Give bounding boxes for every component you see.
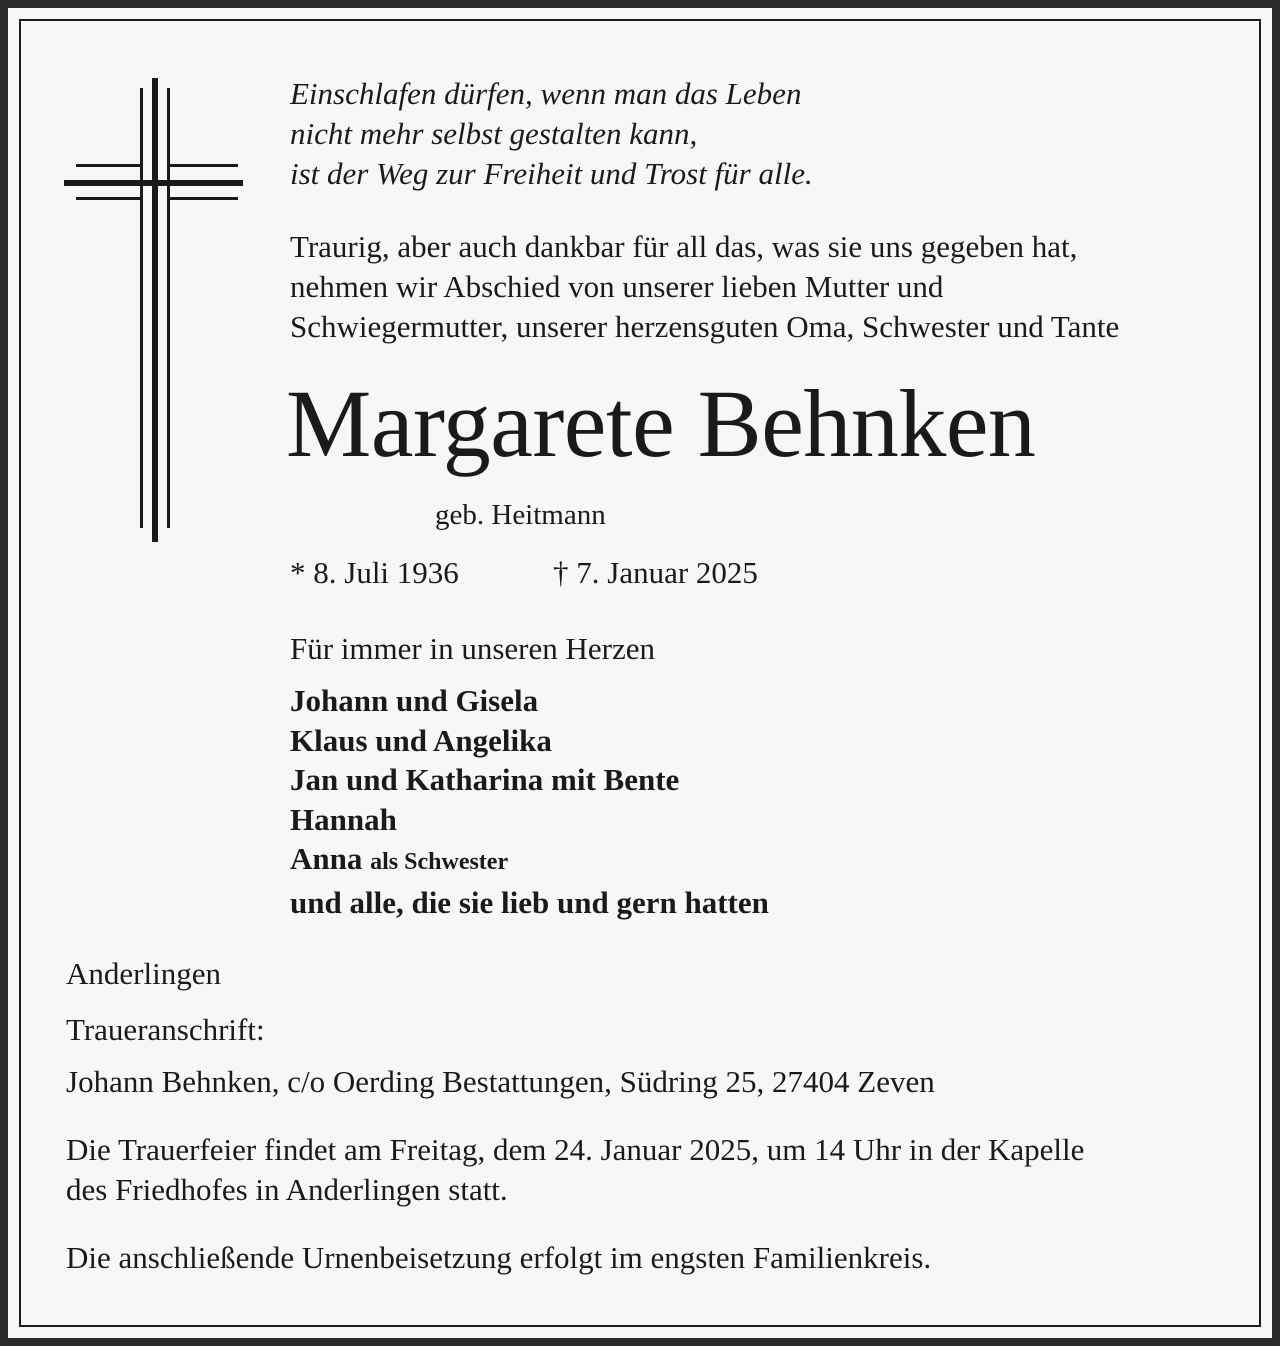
intro-text: [290, 227, 1119, 347]
mourner-name: Anna: [290, 841, 363, 876]
intro-line: Schwiegermutter, unserer herzensguten Oma, Schwester und Tante: [290, 309, 1120, 344]
motto-line: ist der Weg zur Freiheit und Trost für alle.: [290, 156, 813, 191]
intro-line: nehmen wir Abschied von unserer lieben Mutter und: [290, 269, 944, 304]
mourners-list: [290, 681, 769, 922]
birth-name: geb. Heitmann: [435, 499, 606, 531]
deceased-name: Margarete Behnken: [286, 370, 1036, 477]
address-value: Johann Behnken, c/o Oerding Bestattungen, Südring 25, 27404 Zeven: [66, 1064, 935, 1099]
mourner-line: Hannah: [290, 801, 397, 837]
service-line: des Friedhofes in Anderlingen statt.: [66, 1172, 508, 1207]
service-info: [66, 1130, 1084, 1210]
service-line: Die Trauerfeier findet am Freitag, dem 24. Januar 2025, um 14 Uhr in der Kapelle: [66, 1132, 1085, 1167]
mourner-line: Klaus und Angelika: [290, 722, 552, 758]
intro-line: Traurig, aber auch dankbar für all das, was sie uns gegeben hat,: [290, 229, 1078, 264]
birth-date: * 8. Juli 1936: [290, 555, 459, 590]
motto: [290, 74, 813, 194]
address-label: Traueranschrift:: [66, 1012, 265, 1047]
mourner-line: Jan und Katharina mit Bente: [290, 762, 680, 797]
mourner-line: [290, 839, 769, 883]
mourner-line: Johann und Gisela: [290, 683, 539, 718]
address-block: [66, 1009, 935, 1103]
mourner-role: als Schwester: [370, 849, 509, 875]
mourner-line: und alle, die sie lieb und gern hatten: [290, 884, 769, 920]
place: Anderlingen: [66, 956, 221, 991]
motto-line: Einschlafen dürfen, wenn man das Leben: [290, 76, 802, 111]
motto-line: nicht mehr selbst gestalten kann,: [290, 116, 698, 151]
burial-info: Die anschließende Urnenbeisetzung erfolgt im engsten Familienkreis.: [66, 1240, 932, 1275]
tagline: Für immer in unseren Herzen: [290, 631, 655, 666]
death-date: † 7. Januar 2025: [553, 555, 758, 590]
